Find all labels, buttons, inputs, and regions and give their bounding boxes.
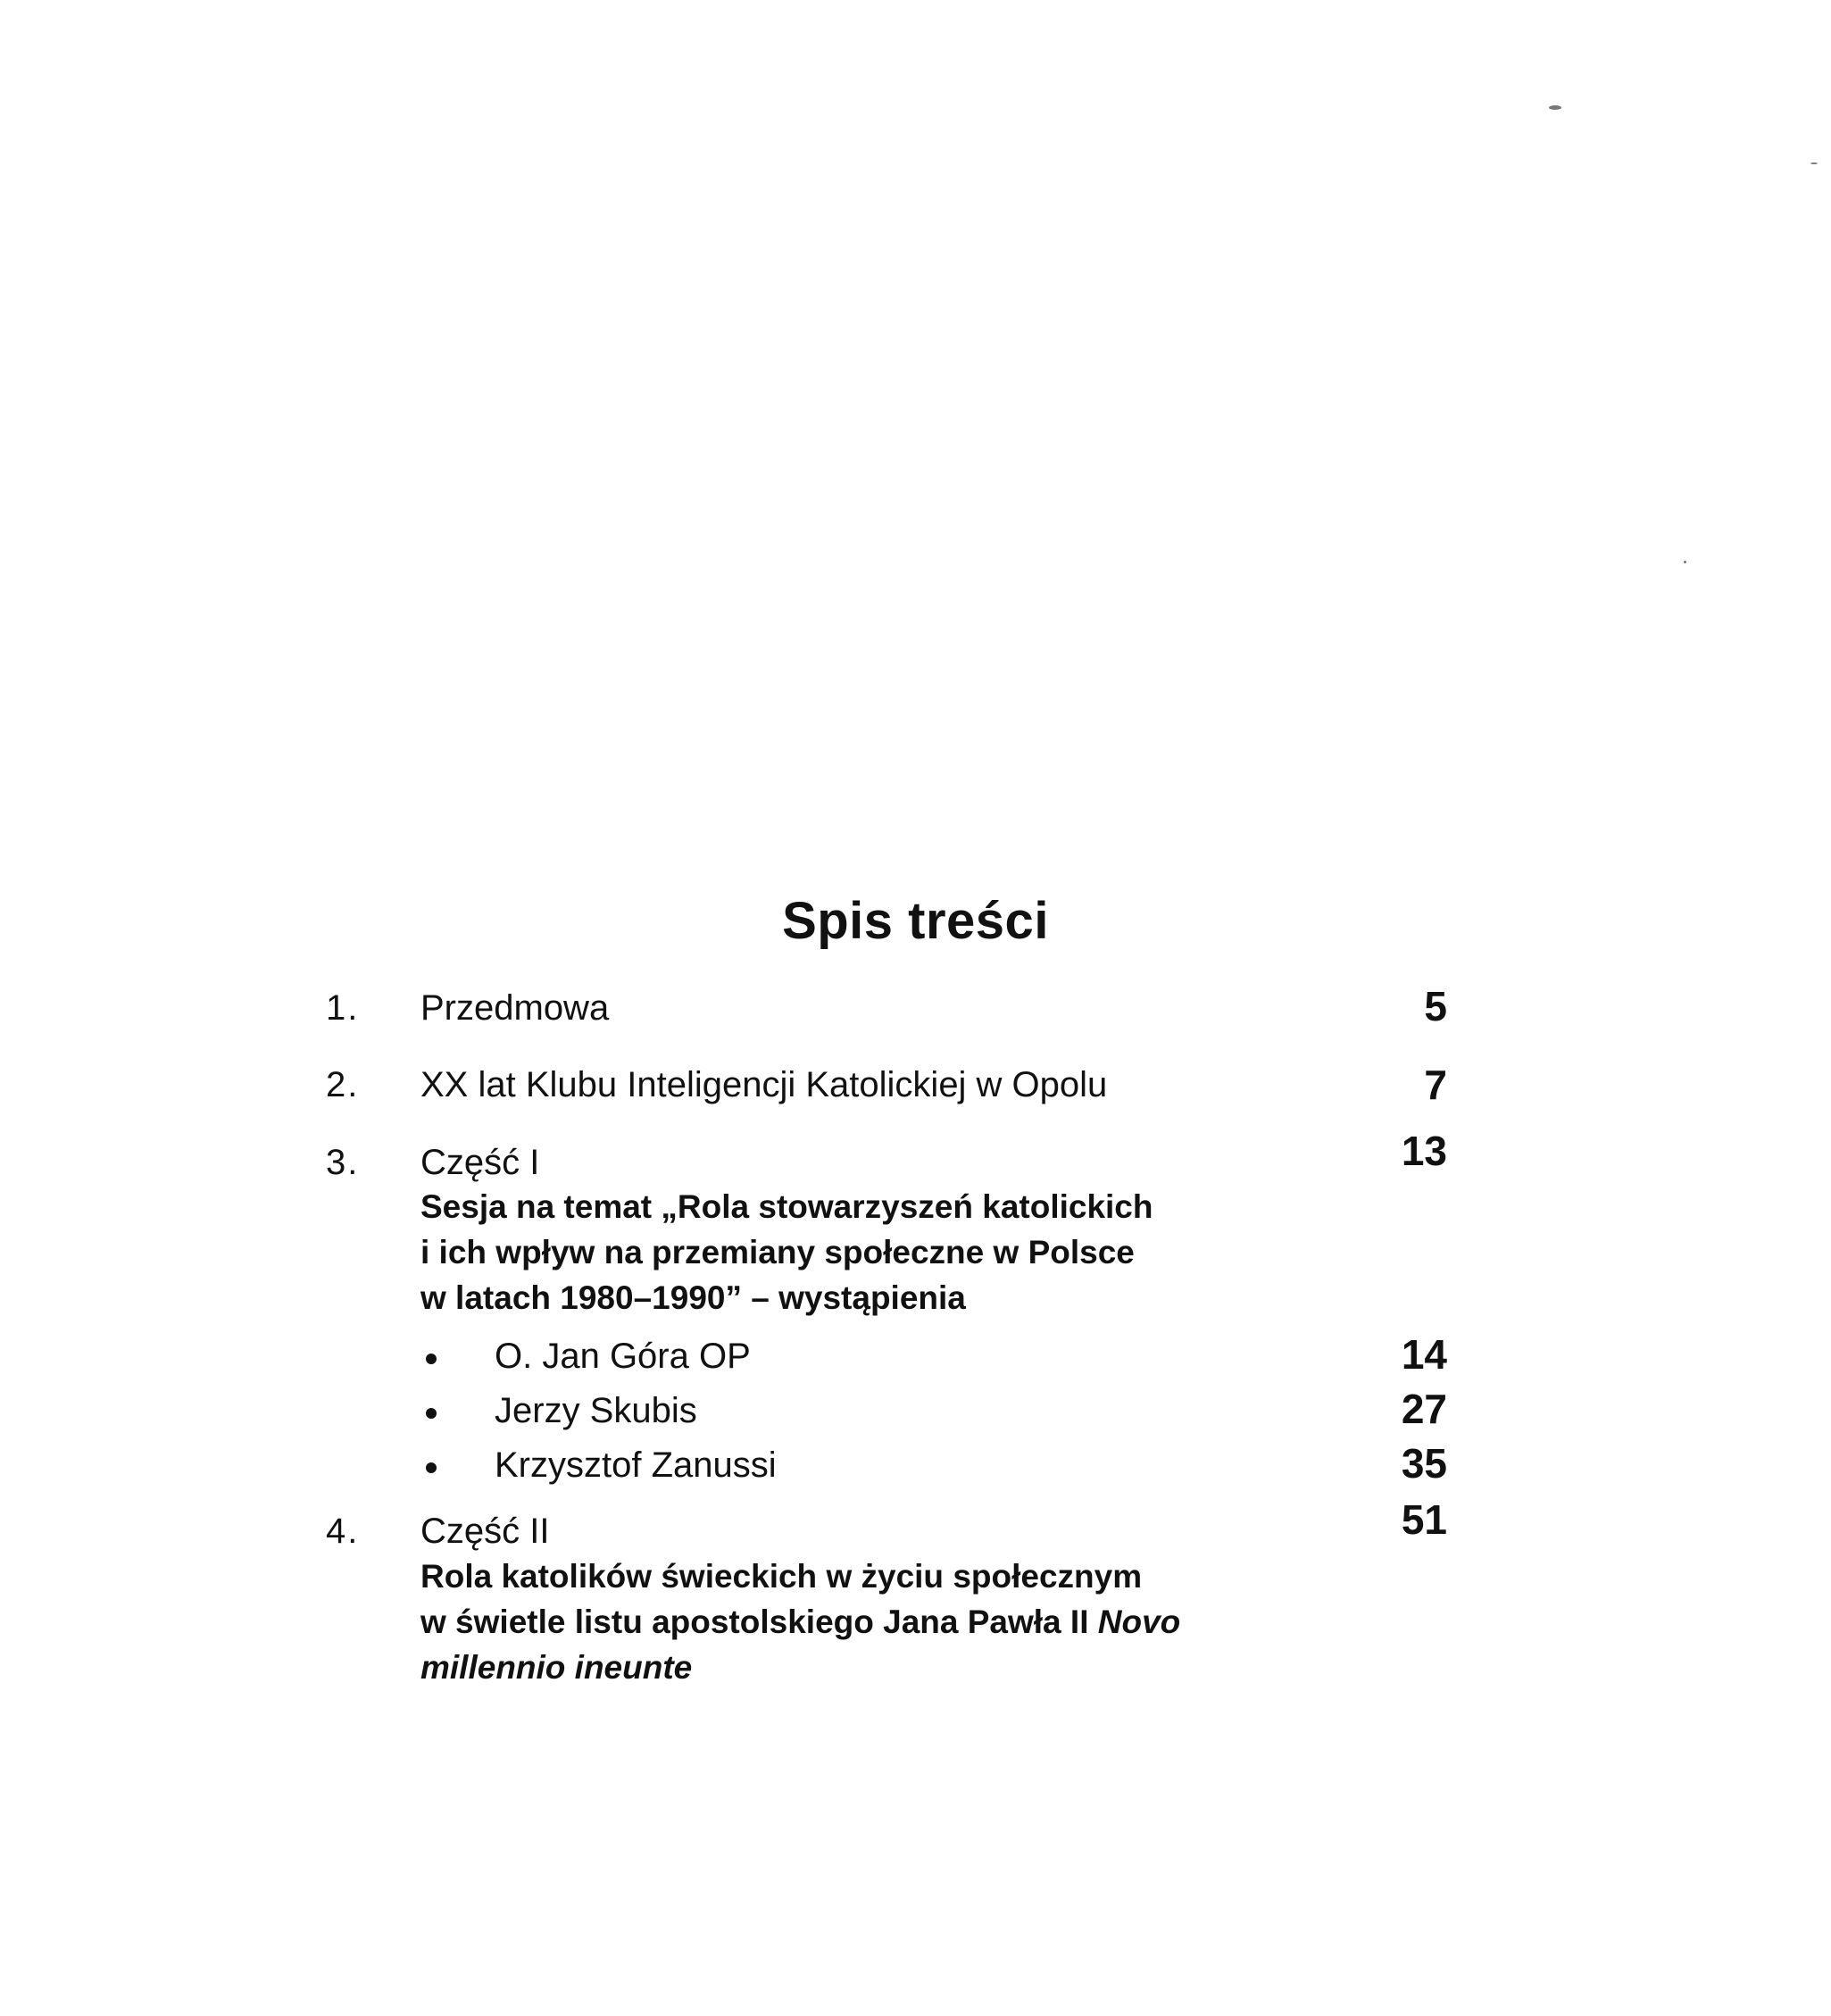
entry-subtitle-line: Rola katolików świeckich w życiu społecznym bbox=[420, 1558, 1143, 1595]
subtitle-italic-text: Novo bbox=[1097, 1604, 1181, 1640]
entry-page-number: 7 bbox=[1424, 1062, 1447, 1108]
entry-label: Część I bbox=[420, 1143, 540, 1182]
entry-number: 3. bbox=[326, 1143, 360, 1182]
entry-subtitle-line: w latach 1980–1990” – wystąpienia bbox=[420, 1279, 966, 1316]
subentry-label: Jerzy Skubis bbox=[495, 1391, 697, 1430]
subentry-label: Krzysztof Zanussi bbox=[495, 1445, 777, 1485]
entry-subtitle-line bbox=[420, 1599, 1180, 1645]
entry-label: Przedmowa bbox=[420, 988, 610, 1028]
subentry-page-number: 14 bbox=[1401, 1331, 1447, 1378]
entry-number: 1. bbox=[326, 988, 360, 1028]
entry-subtitle-line: Sesja na temat „Rola stowarzyszeń katolickich bbox=[420, 1188, 1153, 1225]
entry-label: XX lat Klubu Inteligencji Katolickiej w Opolu bbox=[420, 1065, 1108, 1104]
subentry-label: O. Jan Góra OP bbox=[495, 1337, 751, 1376]
scan-speck bbox=[1549, 105, 1561, 110]
subtitle-italic-text: millennio ineunte bbox=[420, 1649, 693, 1686]
entry-page-number: 13 bbox=[1401, 1128, 1447, 1174]
page-title: Spis treści bbox=[782, 891, 1049, 950]
subentry-page-number: 27 bbox=[1401, 1386, 1447, 1432]
subentry-page-number: 35 bbox=[1401, 1440, 1447, 1487]
bullet-icon bbox=[426, 1408, 437, 1419]
entry-number: 2. bbox=[326, 1065, 360, 1104]
entry-page-number: 51 bbox=[1401, 1496, 1447, 1543]
entry-page-number: 5 bbox=[1424, 983, 1447, 1029]
entry-subtitle-line bbox=[420, 1645, 692, 1690]
entry-label: Część II bbox=[420, 1512, 550, 1551]
entry-number: 4. bbox=[326, 1512, 360, 1551]
subtitle-text: w świetle listu apostolskiego Jana Pawła II bbox=[420, 1604, 1098, 1640]
entry-subtitle-line: i ich wpływ na przemiany społeczne w Polsce bbox=[420, 1234, 1135, 1270]
scan-speck bbox=[1684, 561, 1686, 563]
bullet-icon bbox=[426, 1354, 437, 1364]
bullet-icon bbox=[426, 1462, 437, 1473]
scan-speck bbox=[1810, 162, 1818, 164]
